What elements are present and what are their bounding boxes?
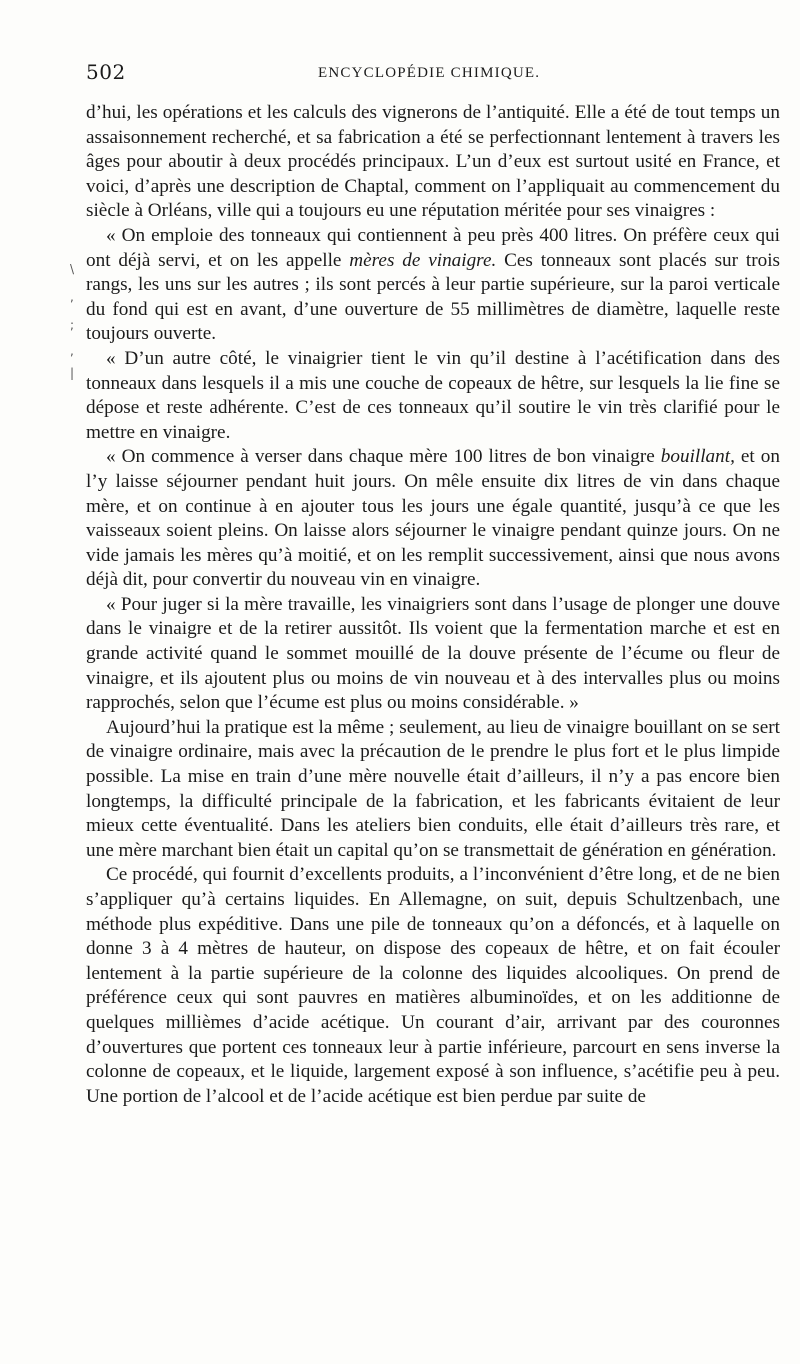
margin-tick-mark: ,: [70, 290, 74, 304]
paragraph-quote: « D’un autre côté, le vinaigrier tient le vin qu’il destine à l’acétification dans des tonneaux dans lesquels il a mis une couche de copeaux de hêtre, sur lesquels la lie fine se dépose et reste adhérente. C’est de ces tonneaux qu’il soutire le vin très clarifié pour le mettre en vinaigre.: [86, 347, 780, 443]
margin-tick-mark: |: [70, 366, 75, 380]
quote-text: « On commence à verser dans chaque mère 100 litres de bon vinaigre: [106, 446, 661, 468]
paragraph-quote: « Pour juger si la mère travaille, les vinaigriers sont dans l’usage de plonger une douve dans le vinaigre et de la retirer aussitôt. Ils voient que la fermentation marche et est en grande activité quand le sommet mouillé de la douve présente de l’écume ou fleur de vinaigre, et ils ajoutent plus ou moins de vin nouveau et à des intervalles plus ou moins rapprochés, selon que l’écume est plus ou moins considérable. »: [86, 593, 780, 714]
italic-term: mères de vinaigre.: [349, 249, 497, 271]
quote-text: Ces tonneaux sont placés sur trois rangs, les uns sur les autres ; ils sont percés à leur partie supérieure, sur la paroi verticale du fond qui est en avant, d’une ouverture de 55 millimètres de diamètre, laquelle reste toujours ouverte.: [86, 249, 780, 345]
page-header: [86, 60, 776, 88]
paragraph: Aujourd’hui la pratique est la même ; seulement, au lieu de vinaigre bouillant on se sert de vinaigre ordinaire, mais avec la précaution de le prendre le plus fort et le plus limpide possible. La mise en train d’une mère nouvelle était d’ailleurs, il n’y a pas encore bien longtemps, la difficulté principale de la fabrication, et les fabricants évitaient de leur mieux cette éventualité. Dans les ateliers bien conduits, elle était d’ailleurs très rare, et une mère marchant bien était un capital qu’on se transmettait de génération en génération.: [86, 716, 780, 861]
page-number: 502: [86, 60, 126, 84]
quote-text: « On emploie des tonneaux qui contiennent à peu près 400 litres. On préfère ceux qui ont déjà servi, et on les appelle: [86, 224, 780, 271]
paragraph-quote: [86, 224, 780, 347]
margin-tick-mark: ,: [70, 344, 74, 358]
margin-pencil-marks: [70, 262, 84, 392]
paragraph: Ce procédé, qui fournit d’excellents produits, a l’inconvénient d’être long, et de ne bien s’appliquer qu’à certains liquides. En Allemagne, on suit, depuis Schultzenbach, une méthode plus expéditive. Dans une pile de tonneaux qu’on a défoncés, et à laquelle on donne 3 à 4 mètres de hauteur, on dispose des copeaux de hêtre, et on fait écouler lentement à la partie supérieure de la colonne des liquides alcooliques. On prend de préférence ceux qui sont pauvres en matières albuminoïdes, et on les additionne de quelques millièmes d’acide acétique. Un courant d’air, arrivant par des couronnes d’ouvertures que portent ces tonneaux leur à partie inférieure, parcourt en sens inverse la colonne de copeaux, et le liquide, largement exposé à son influence, s’acétifie peu à peu. Une portion de l’alcool et de l’acide acétique est bien perdue par suite de: [86, 864, 780, 1107]
quote-text: et on l’y laisse séjourner pendant huit jours. On mêle ensuite dix litres de vin dans chaque mère, et on continue à en ajouter tous les jours une égale quantité, jusqu’à ce que les vaisseaux soient pleins. On laisse alors séjourner le vinaigre pendant quinze jours. On ne vide jamais les mères qu’à moitié, et on les remplit successivement, ainsi que nous avons déjà dit, pour convertir du nouveau vin en vinaigre.: [86, 446, 780, 591]
italic-term: bouillant,: [660, 446, 735, 468]
body-text: [86, 101, 780, 1109]
paragraph-quote: [86, 445, 780, 593]
margin-tick-mark: \: [70, 262, 75, 276]
paragraph: d’hui, les opérations et les calculs des vignerons de l’antiquité. Elle a été de tout temps un assaisonnement recherché, et sa fabrication a été se perfectionnant lentement à travers les âges pour aboutir à deux procédés principaux. L’un d’eux est surtout usité en France, et voici, d’après une description de Chaptal, comment on l’appliquait au commencement du siècle à Orléans, ville qui a toujours eu une réputation méritée pour ses vinaigres :: [86, 102, 780, 222]
margin-tick-mark: ;: [70, 318, 75, 332]
running-title: ENCYCLOPÉDIE CHIMIQUE.: [318, 65, 541, 81]
